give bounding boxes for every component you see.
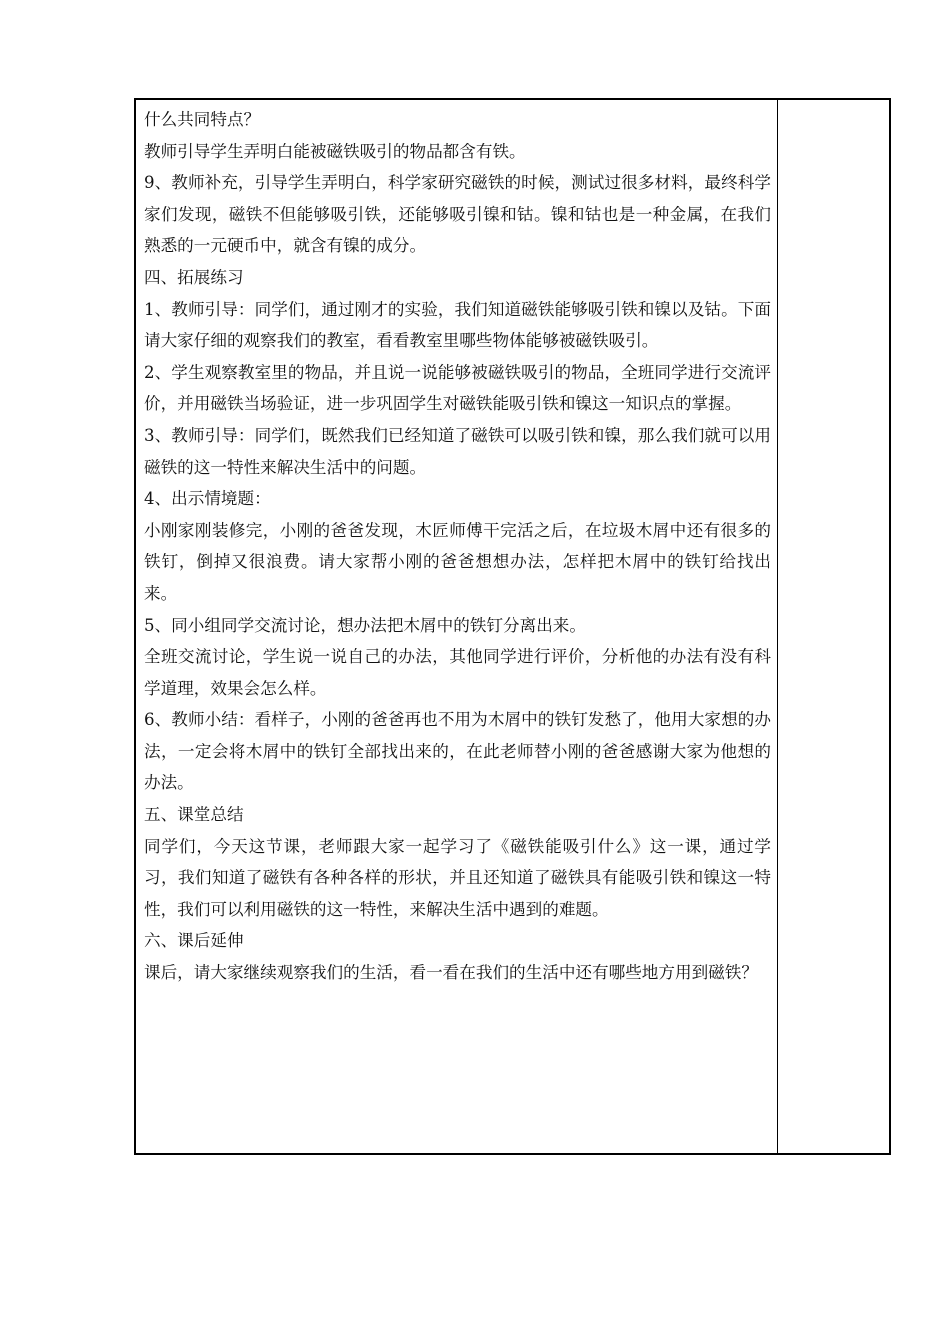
paragraph-practice-4: 4、出示情境题：	[144, 489, 271, 509]
paragraph-common-features: 什么共同特点？	[144, 110, 261, 129]
paragraph-class-discussion: 全班交流讨论，学生说一说自己的办法，其他同学进行评价，分析他的办法有没有科学道理，效果会怎么样。	[144, 647, 771, 698]
lesson-content-cell	[136, 100, 778, 1153]
lesson-plan-table	[134, 98, 891, 1155]
paragraph-practice-1: 1、教师引导：同学们，通过刚才的实验，我们知道磁铁能够吸引铁和镍以及钴。下面请大家仔细的观察我们的教室，看看教室里哪些物体能够被磁铁吸引。	[144, 299, 771, 351]
paragraph-practice-3: 3、教师引导：同学们，既然我们已经知道了磁铁可以吸引铁和镍，那么我们就可以用磁铁的这一特性来解决生活中的问题。	[144, 425, 771, 477]
paragraph-practice-6: 6、教师小结：看样子，小刚的爸爸再也不用为木屑中的铁钉发愁了，他用大家想的办法，一定会将木屑中的铁钉全部找出来的，在此老师替小刚的爸爸感谢大家为他想的办法。	[144, 710, 771, 793]
heading-class-summary: 五、课堂总结	[144, 805, 244, 825]
heading-extension-practice: 四、拓展练习	[144, 267, 244, 287]
paragraph-summary: 同学们，今天这节课，老师跟大家一起学习了《磁铁能吸引什么》这一课，通过学习，我们知道了磁铁有各种各样的形状，并且还知道了磁铁具有能吸引铁和镍这一特性，我们可以利用磁铁的这一特性，来解决生活中遇到的难题。	[144, 836, 771, 919]
paragraph-teacher-guide-iron: 教师引导学生弄明白能被磁铁吸引的物品都含有铁。	[144, 141, 526, 161]
paragraph-step-9: 9、教师补充，引导学生弄明白，科学家研究磁铁的时候，测试过很多材料，最终科学家们发现，磁铁不但能够吸引铁，还能够吸引镍和钴。镍和钴也是一种金属，在我们熟悉的一元硬币中，就含有镍的成分。	[144, 173, 771, 256]
notes-cell	[778, 100, 889, 1153]
paragraph-practice-5: 5、同小组同学交流讨论，想办法把木屑中的铁钉分离出来。	[144, 615, 586, 635]
paragraph-practice-2: 2、学生观察教室里的物品，并且说一说能够被磁铁吸引的物品，全班同学进行交流评价，并用磁铁当场验证，进一步巩固学生对磁铁能吸引铁和镍这一知识点的掌握。	[144, 362, 771, 414]
heading-after-class: 六、课后延伸	[144, 931, 244, 951]
paragraph-after-class: 课后，请大家继续观察我们的生活，看一看在我们的生活中还有哪些地方用到磁铁？	[144, 963, 758, 983]
paragraph-scenario: 小刚家刚装修完，小刚的爸爸发现，木匠师傅干完活之后，在垃圾木屑中还有很多的铁钉，倒掉又很浪费。请大家帮小刚的爸爸想想办法，怎样把木屑中的铁钉给找出来。	[144, 520, 771, 603]
